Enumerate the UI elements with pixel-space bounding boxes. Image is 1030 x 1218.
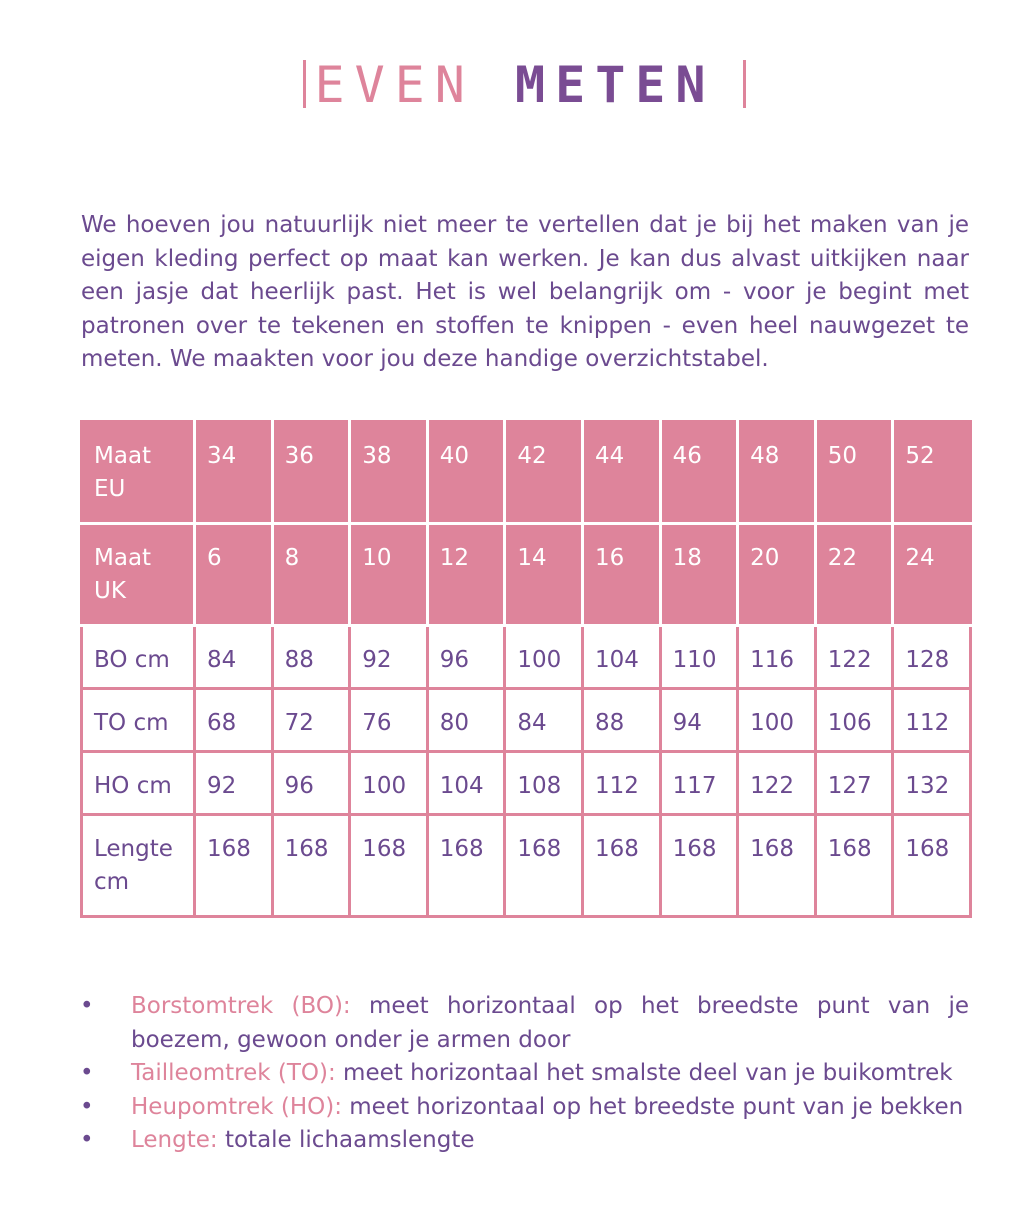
title-part-even: EVEN [314,56,475,114]
table-cell: 104 [427,751,505,814]
table-cell: 92 [195,751,273,814]
table-cell: 18 [660,524,738,626]
table-cell: 72 [272,689,350,752]
bullet-icon: • [80,1127,94,1153]
table-cell: 100 [350,751,428,814]
row-label: HO cm [82,751,195,814]
table-row-maat-eu [82,422,971,524]
table-cell: 46 [660,422,738,524]
table-cell: 122 [738,751,816,814]
row-label: Lengte cm [82,814,195,916]
table-cell: 20 [738,524,816,626]
table-cell: 100 [738,689,816,752]
list-item-tailleomtrek [80,1057,969,1091]
table-cell: 122 [815,626,893,689]
table-cell: 76 [350,689,428,752]
table-cell: 127 [815,751,893,814]
list-item-lengte [80,1124,969,1158]
table-cell: 36 [272,422,350,524]
row-label: BO cm [82,626,195,689]
table-cell: 168 [893,814,971,916]
table-cell: 168 [350,814,428,916]
table-cell: 68 [195,689,273,752]
table-row-maat-uk [82,524,971,626]
table-row-bo [82,626,971,689]
table-cell: 80 [427,689,505,752]
note-term: Lengte: [131,1127,218,1153]
table-cell: 6 [195,524,273,626]
table-cell: 128 [893,626,971,689]
bullet-icon: • [80,1060,94,1086]
size-table [80,420,972,918]
list-item-heupomtrek [80,1091,969,1125]
table-cell: 12 [427,524,505,626]
table-cell: 168 [815,814,893,916]
table-cell: 84 [505,689,583,752]
table-cell: 24 [893,524,971,626]
title-part-meten: METEN [515,56,716,114]
table-cell: 168 [660,814,738,916]
row-label: Maat EU [82,422,195,524]
table-cell: 88 [272,626,350,689]
table-row-lengte [82,814,971,916]
note-text: meet horizontaal het smalste deel van je buikomtrek [335,1060,953,1086]
table-cell: 14 [505,524,583,626]
row-label: Maat UK [82,524,195,626]
table-cell: 104 [582,626,660,689]
table-cell: 22 [815,524,893,626]
note-text: meet horizontaal op het breedste punt van je bekken [341,1093,964,1120]
table-cell: 10 [350,524,428,626]
table-cell: 168 [272,814,350,916]
table-cell: 48 [738,422,816,524]
table-row-to [82,689,971,752]
bullet-icon: • [80,1093,94,1120]
row-label: TO cm [82,689,195,752]
table-cell: 8 [272,524,350,626]
note-term: Borstomtrek (BO): [131,993,351,1019]
table-cell: 38 [350,422,428,524]
table-cell: 112 [893,689,971,752]
bullet-icon: • [80,993,94,1019]
intro-paragraph: We hoeven jou natuurlijk niet meer te vertellen dat je bij het maken van je eigen kleding perfect op maat kan werken. Je kan dus alvast uitkijken naar een jasje dat heerlijk past. Het is wel belangrijk om - voor je begint met patronen over te tekenen en stoffen te knippen - even heel nauwgezet te meten. We maakten voor jou deze handige overzichtstabel. [81,212,969,373]
table-cell: 52 [893,422,971,524]
table-cell: 92 [350,626,428,689]
table-cell: 84 [195,626,273,689]
table-cell: 168 [195,814,273,916]
note-term: Tailleomtrek (TO): [131,1060,336,1086]
table-cell: 44 [582,422,660,524]
note-text: meet horizontaal op het breedste punt van je boezem, gewoon onder je armen door [131,993,969,1053]
note-text: totale lichaamslengte [217,1127,475,1153]
table-cell: 168 [427,814,505,916]
table-cell: 168 [738,814,816,916]
table-cell: 108 [505,751,583,814]
table-cell: 117 [660,751,738,814]
table-cell: 132 [893,751,971,814]
note-term: Heupomtrek (HO): [131,1093,342,1120]
table-cell: 100 [505,626,583,689]
table-cell: 16 [582,524,660,626]
table-cell: 112 [582,751,660,814]
table-cell: 168 [505,814,583,916]
table-cell: 42 [505,422,583,524]
table-cell: 40 [427,422,505,524]
title-block [0,56,1030,112]
table-cell: 168 [582,814,660,916]
table-cell: 94 [660,689,738,752]
table-cell: 96 [272,751,350,814]
table-cell: 88 [582,689,660,752]
table-cell: 96 [427,626,505,689]
table-cell: 34 [195,422,273,524]
title-divider-right [743,60,746,108]
measurement-notes [80,990,969,1158]
table-cell: 110 [660,626,738,689]
table-row-ho [82,751,971,814]
table-cell: 116 [738,626,816,689]
page-title [0,56,1030,114]
list-item-borstomtrek [80,990,969,1057]
table-cell: 106 [815,689,893,752]
table-cell: 50 [815,422,893,524]
